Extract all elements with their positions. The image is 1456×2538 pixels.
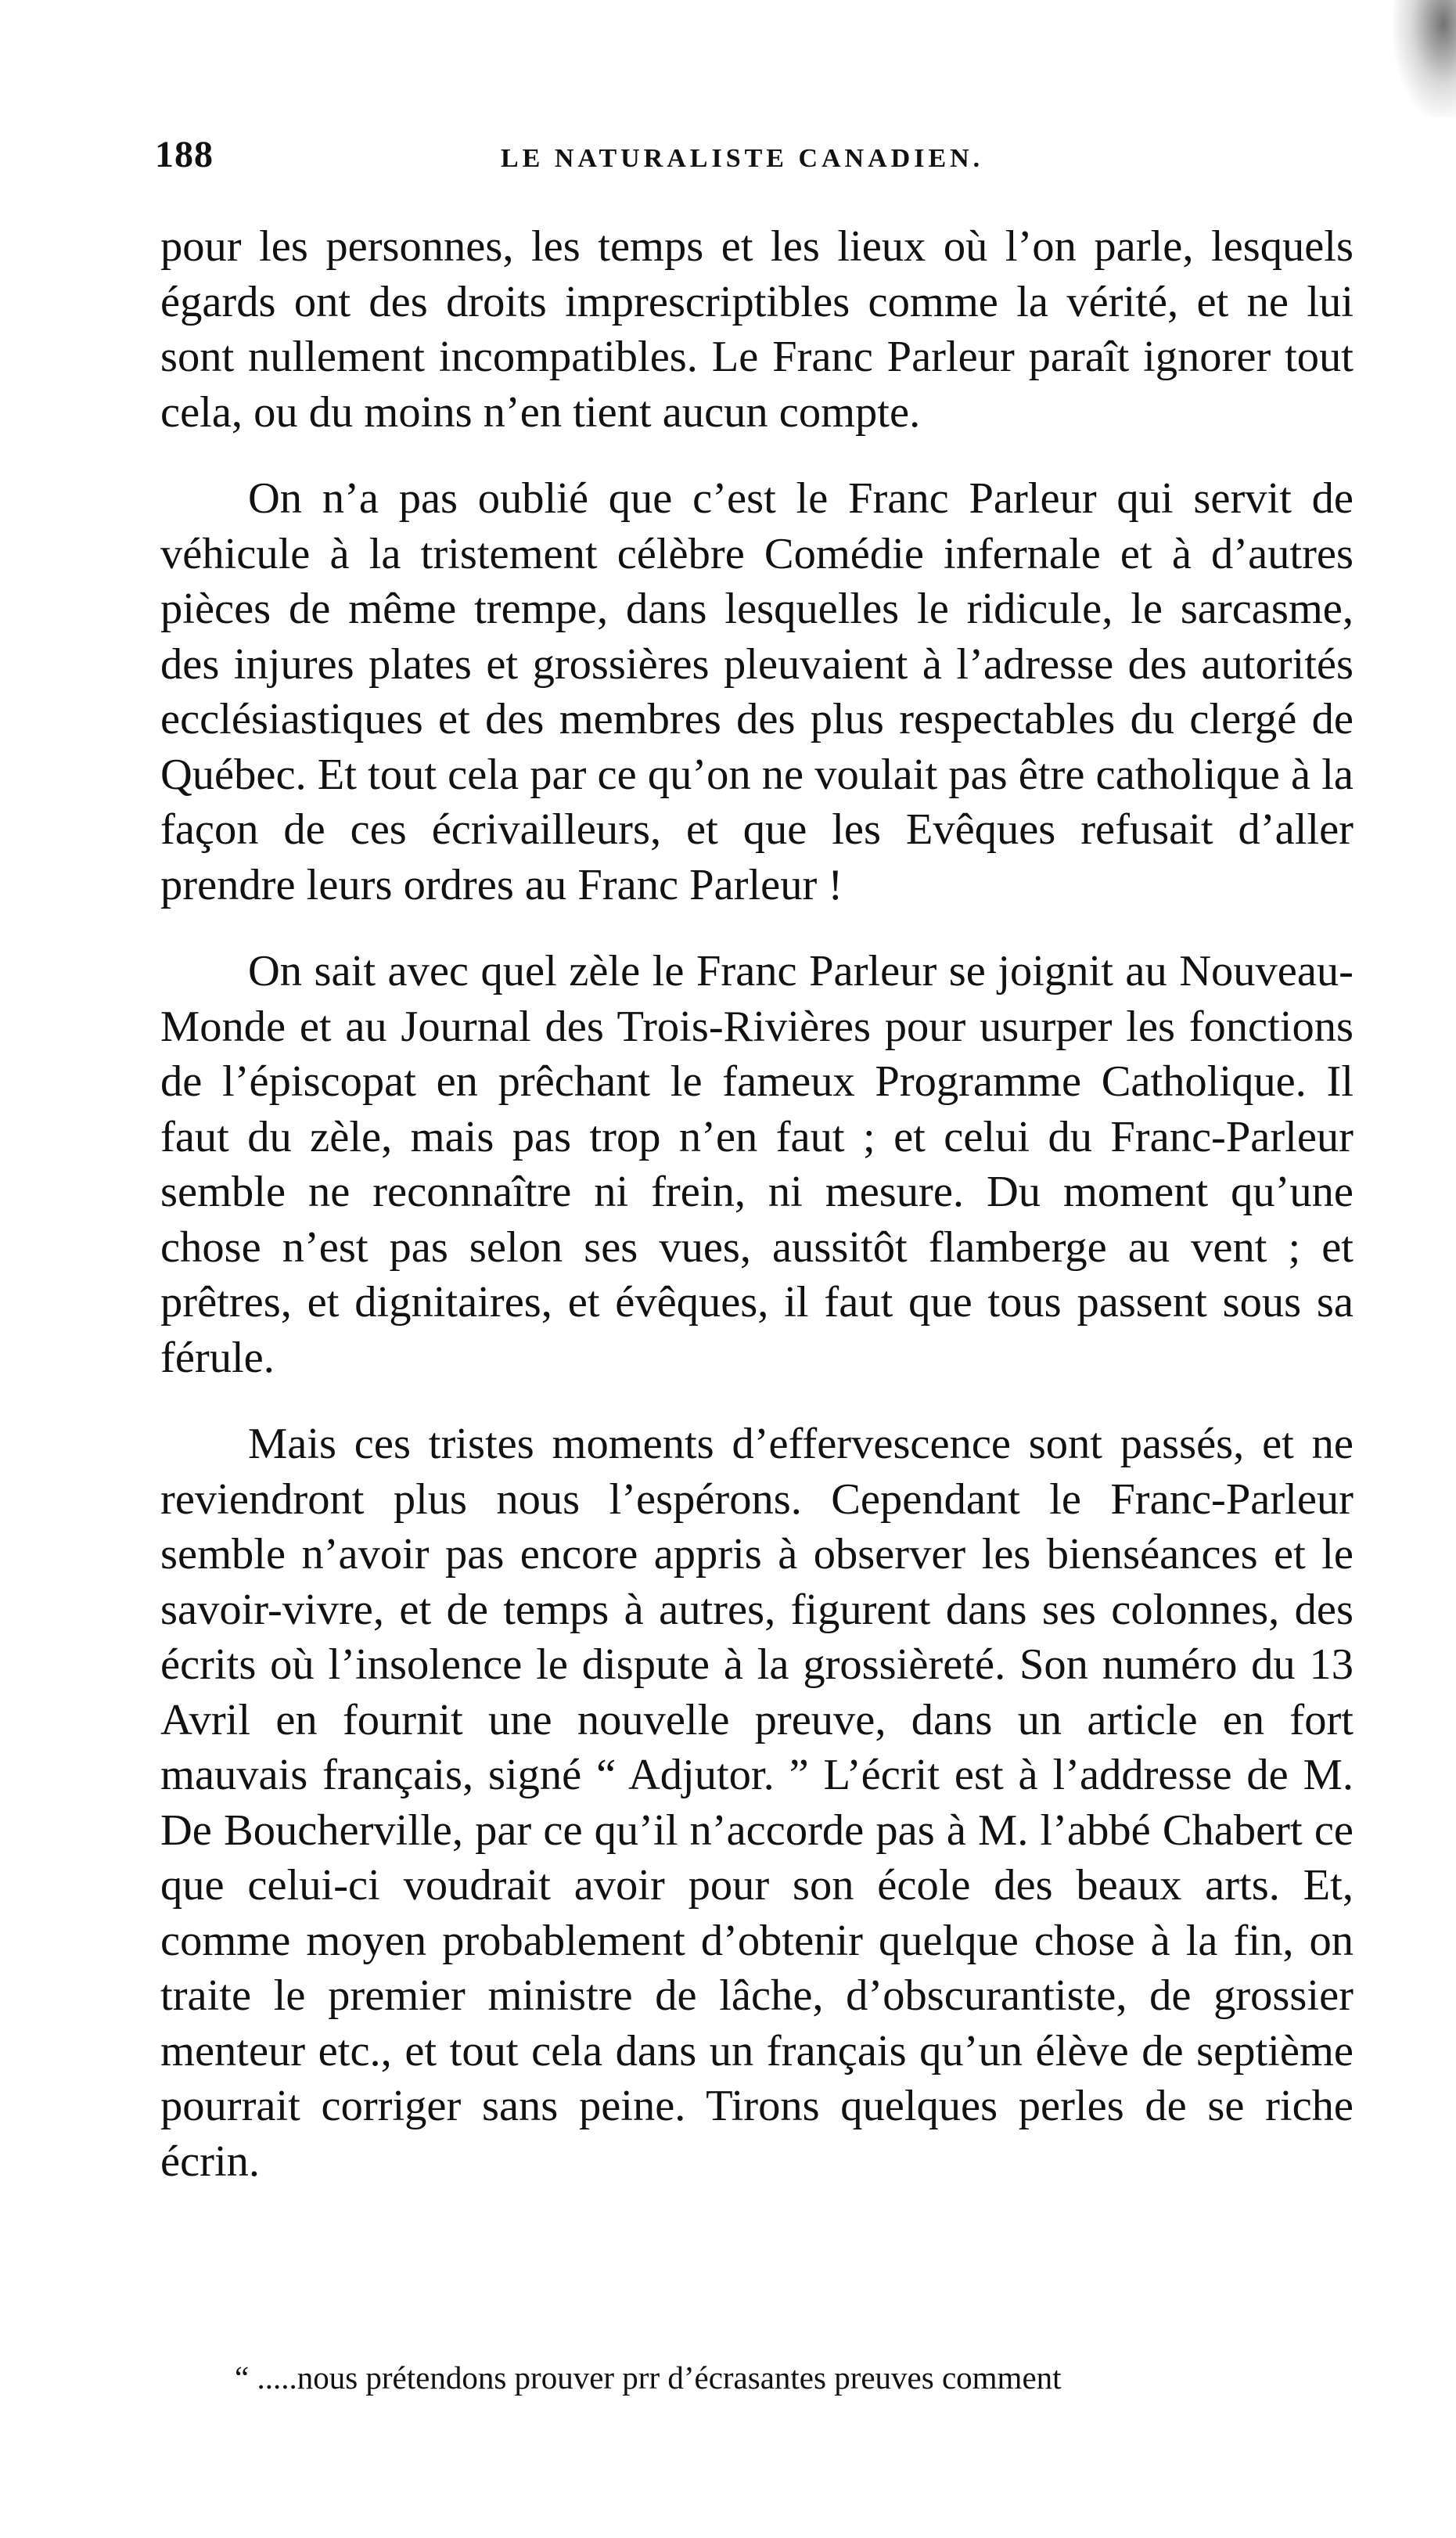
page-header xyxy=(155,133,1344,188)
quote-line: “ .....nous prétendons prouver prr d’écrasantes preuves comment xyxy=(235,2360,1062,2396)
page-edge-smudge xyxy=(1393,0,1456,117)
paragraph-2: On n’a pas oublié que c’est le Franc Parleur qui servit de véhicule à la tristement célèbre Comédie infernale et à d’autres pièces de même trempe, dans lesquelles le ridicule, le sarcasme, des injures plates et grossières pleuvaient à l’adresse des autorités ecclésiastiques et des membres des plus respectables du clergé de Québec. Et tout cela par ce qu’on ne voulait pas être catholique à la façon de ces écrivailleurs, et que les Evêques refusait d’aller prendre leurs ordres au Franc Parleur ! xyxy=(160,474,1354,909)
paragraph-1: pour les personnes, les temps et les lieux où l’on parle, lesquels égards ont des droits imprescriptibles comme la vérité, et ne lui sont nullement incompatibles. Le Franc Parleur paraît ignorer tout cela, ou du moins n’en tient aucun compte. xyxy=(160,222,1354,437)
paragraph-4: Mais ces tristes moments d’effervescence sont passés, et ne reviendront plus nous l’espérons. Cependant le Franc-Parleur semble n’avoir pas encore appris à observer les bienséances et le savoir-vivre, et de temps à autres, figurent dans ses colonnes, des écrits où l’insolence le dispute à la grossièreté. Son numéro du 13 Avril en fournit une nouvelle preuve, dans un article en fort mauvais français, signé “ Adjutor. ” L’écrit est à l’addresse de M. De Boucherville, par ce qu’il n’accorde pas à M. l’abbé Chabert ce que celui-ci voudrait avoir pour son école des beaux arts. Et, comme moyen probablement d’obtenir quelque chose à la fin, on traite le premier ministre de lâche, d’obscurantiste, de grossier menteur etc., et tout cela dans un français qu’un élève de septième pourrait corriger sans peine. Tirons quelques perles de se riche écrin. xyxy=(160,1420,1354,2186)
running-title: LE NATURALISTE CANADIEN. xyxy=(501,144,984,173)
body-text xyxy=(160,219,1354,2220)
page-number: 188 xyxy=(155,134,214,175)
paragraph-3: On sait avec quel zèle le Franc Parleur se joignit au Nouveau-Monde et au Journal des Trois-Rivières pour usurper les fonctions de l’épiscopat en prêchant le fameux Programme Catholique. Il faut du zèle, mais pas trop n’en faut ; et celui du Franc-Parleur semble ne reconnaître ni frein, ni mesure. Du moment qu’une chose n’est pas selon ses vues, aussitôt flamberge au vent ; et prêtres, et dignitaires, et évêques, il faut que tous passent sous sa férule. xyxy=(160,947,1354,1382)
